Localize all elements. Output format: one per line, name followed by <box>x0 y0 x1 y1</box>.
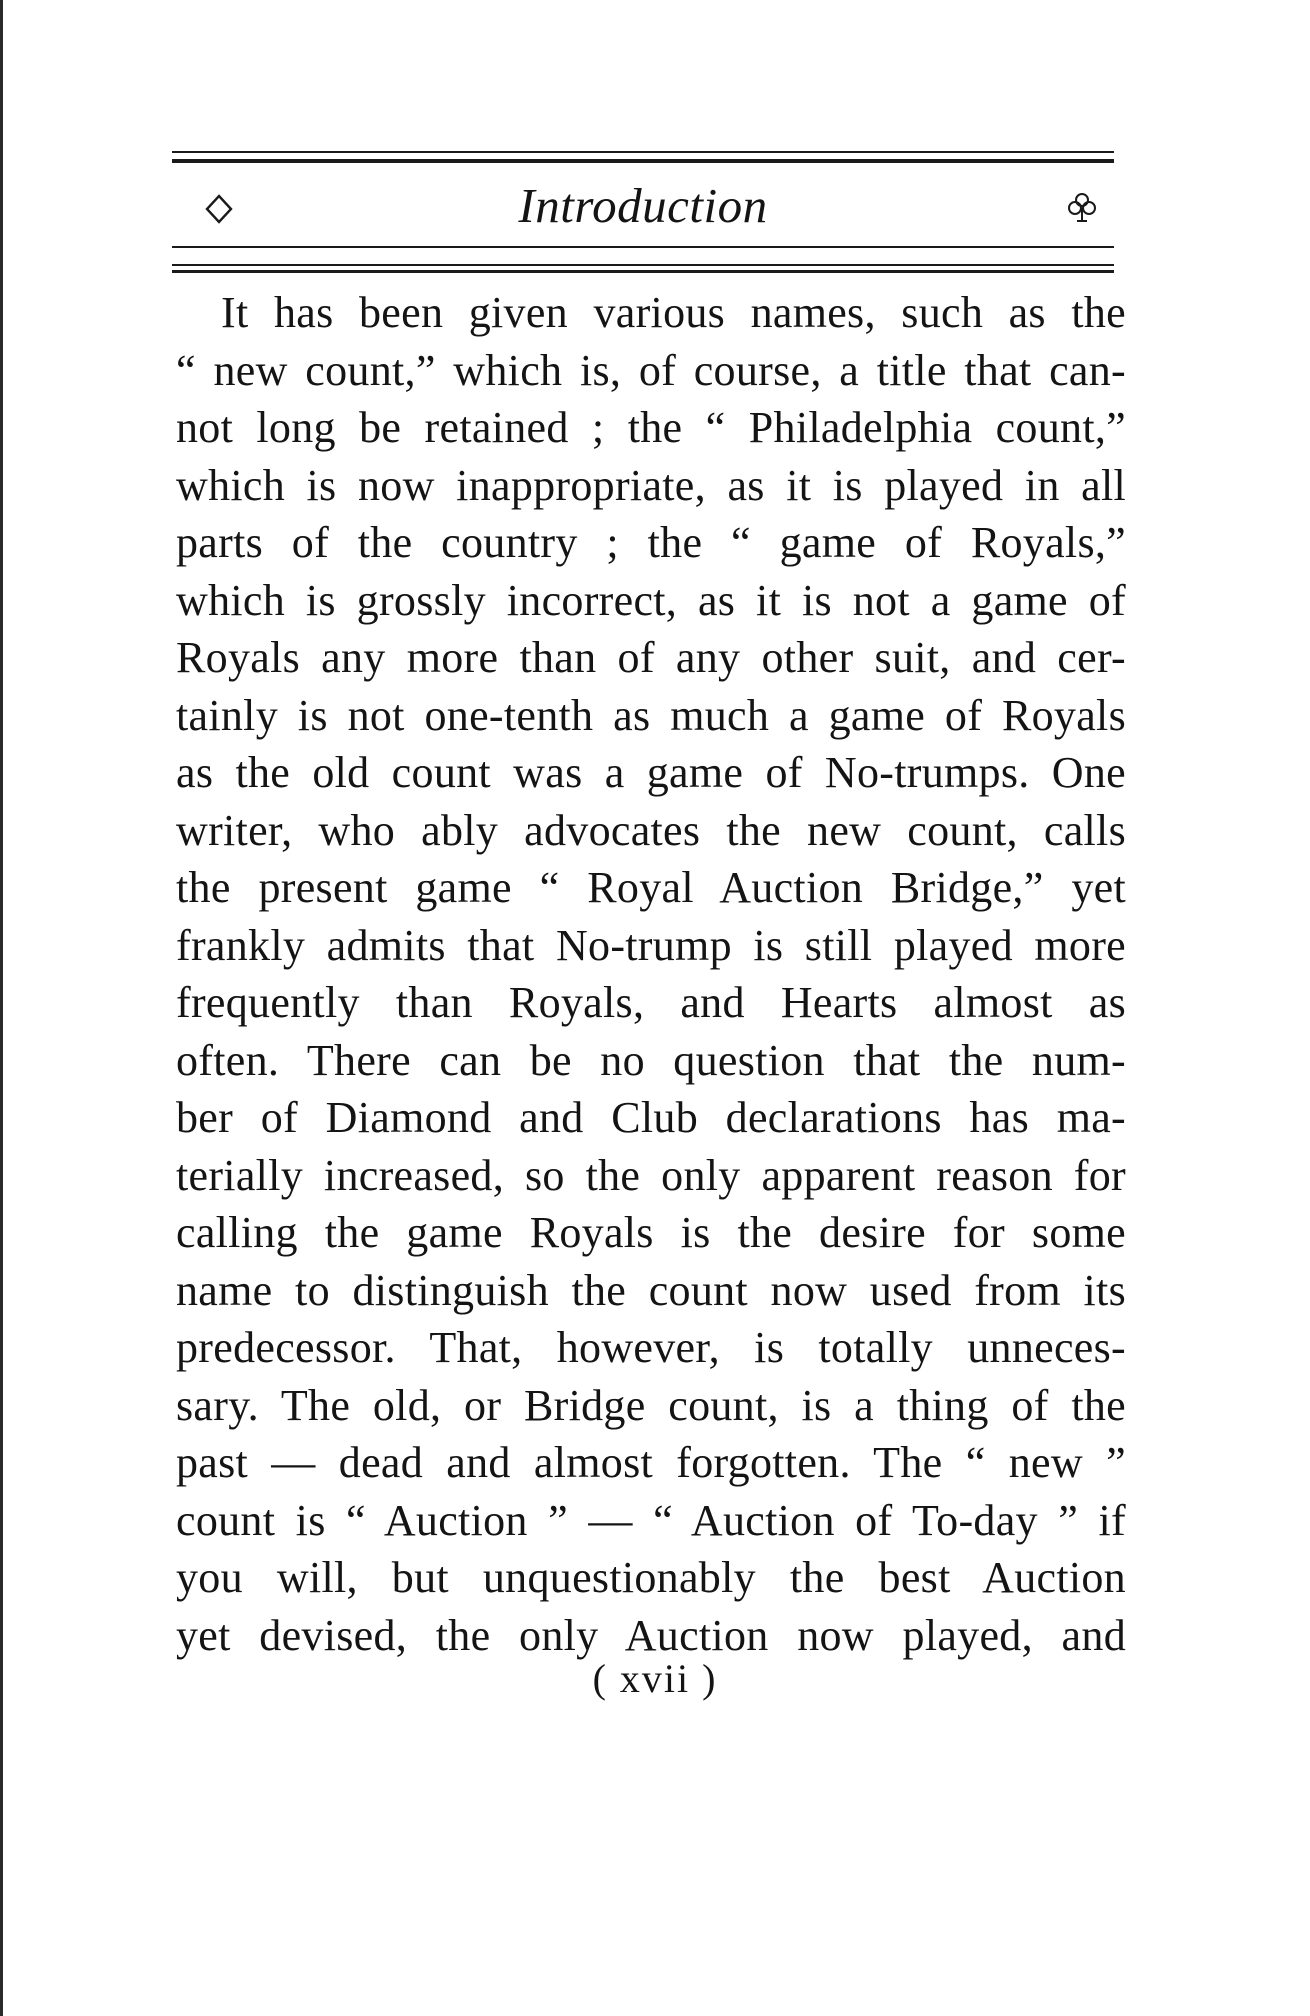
text-line: ber of Diamond and Club declarations has ma- <box>176 1093 1126 1142</box>
text-line: Royals any more than of any other suit, and cer- <box>176 633 1126 682</box>
header-rule-top-thick <box>172 159 1114 163</box>
text-line: parts of the country ; the “ game of Royals,” <box>176 518 1126 567</box>
text-line: not long be retained ; the “ Philadelphia count,” <box>176 403 1126 452</box>
page-title: Introduction <box>518 178 768 233</box>
text-line: count is “ Auction ” — “ Auction of To-day ” if <box>176 1495 1126 1545</box>
text-line: often. There can be no question that the num- <box>176 1035 1126 1085</box>
text-line: calling the game Royals is the desire for some <box>176 1208 1126 1257</box>
body-paragraph <box>176 284 1126 1664</box>
text-line: “ new count,” which is, of course, a title that can- <box>176 345 1126 395</box>
text-line: past — dead and almost forgotten. The “ new ” <box>176 1438 1126 1487</box>
header-rule-middle <box>172 246 1114 248</box>
text-line: which is now inappropriate, as it is played in all <box>176 460 1126 510</box>
text-line: as the old count was a game of No-trumps. One <box>176 748 1126 797</box>
text-line: you will, but unquestionably the best Auction <box>176 1553 1126 1602</box>
text-line: yet devised, the only Auction now played, and <box>176 1610 1126 1660</box>
club-suit-icon <box>1067 192 1097 224</box>
text-line: tainly is not one-tenth as much a game of Royals <box>176 690 1126 740</box>
text-line: which is grossly incorrect, as it is not a game of <box>176 575 1126 625</box>
page-number: ( xvii ) <box>592 1656 718 1701</box>
text-line: frankly admits that No-trump is still played more <box>176 920 1126 970</box>
text-line: the present game “ Royal Auction Bridge,” yet <box>176 863 1126 912</box>
text-line: name to distinguish the count now used from its <box>176 1265 1126 1315</box>
page-edge <box>0 0 3 2016</box>
text-line: predecessor. That, however, is totally unneces- <box>176 1323 1126 1372</box>
header-rule-top-thin <box>172 151 1114 153</box>
header-rule-bottom-thick <box>172 270 1114 273</box>
header-rule-bottom-thin <box>172 264 1114 266</box>
text-line: frequently than Royals, and Hearts almost as <box>176 978 1126 1027</box>
text-line: sary. The old, or Bridge count, is a thing of the <box>176 1380 1126 1430</box>
running-head <box>172 176 1114 238</box>
text-line: It has been given various names, such as the <box>221 288 1126 337</box>
text-line: terially increased, so the only apparent reason for <box>176 1150 1126 1200</box>
text-line: writer, who ably advocates the new count, calls <box>176 805 1126 855</box>
